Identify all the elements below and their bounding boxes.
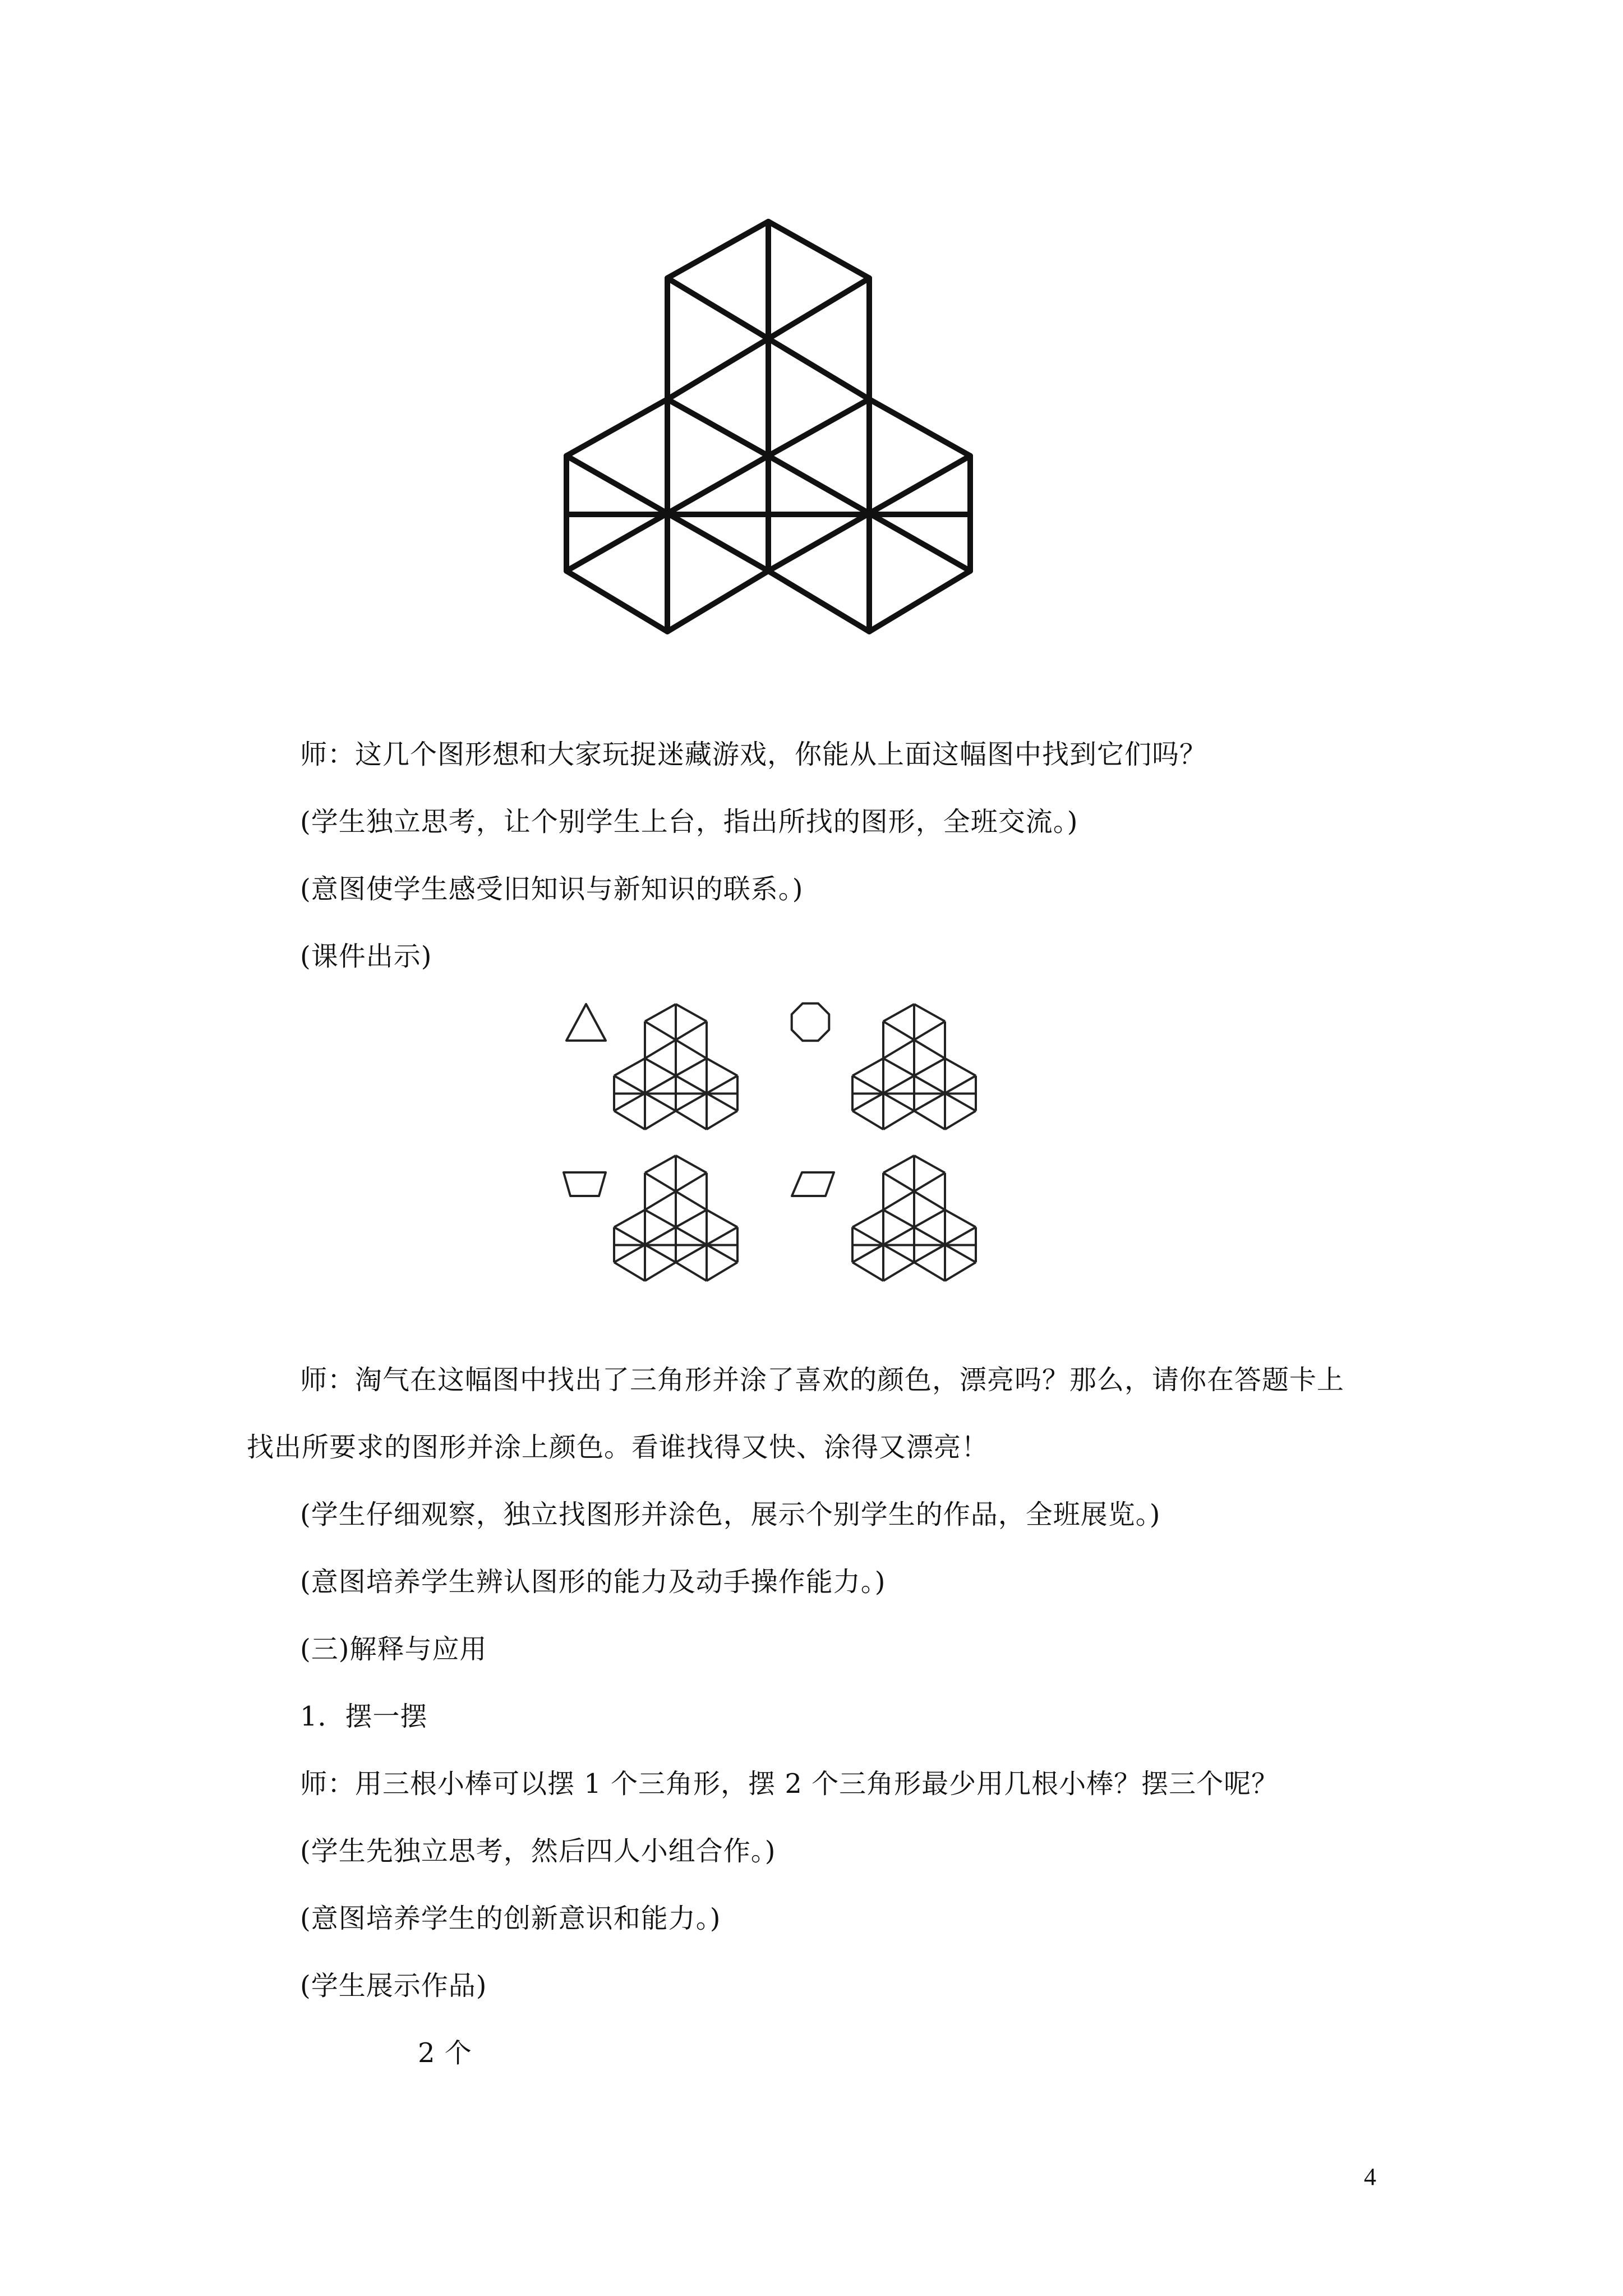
- panel-figure-2-edge: [914, 1111, 945, 1129]
- main-figure-edge: [768, 222, 869, 278]
- panel-figure-2-edge: [945, 1111, 976, 1129]
- section-heading-explain-apply: (三)解释与应用: [300, 1634, 487, 1665]
- panel-figure-1-edge: [676, 1059, 707, 1076]
- panel-figure-2-edge: [914, 1059, 945, 1076]
- label-two-triangles: 2 个: [418, 2037, 472, 2069]
- panel-figure-2-edge: [883, 1111, 914, 1129]
- main-figure-edge: [869, 571, 970, 632]
- panel-figure-4-edge: [914, 1156, 945, 1173]
- panel-figure-4-edge: [852, 1262, 883, 1281]
- panel-figure-2-edge: [883, 1004, 914, 1022]
- paragraph-intent-innovation: (意图培养学生的创新意识和能力。): [300, 1903, 721, 1934]
- main-figure-edge: [768, 399, 869, 456]
- panel-figure-3-edge: [614, 1262, 645, 1281]
- octagon-shape-icon: [792, 1004, 829, 1041]
- panel-figure-3-edge: [676, 1210, 707, 1227]
- panel-figure-4-edge: [914, 1262, 945, 1281]
- panel-figure-3-edge: [645, 1156, 676, 1173]
- paragraph-student-observe: (学生仔细观察，独立找图形并涂色，展示个别学生的作品，全班展览。): [300, 1499, 1161, 1530]
- paragraph-teacher-taoqi-2: 找出所要求的图形并涂上颜色。看谁找得又快、涂得又漂亮！: [247, 1432, 989, 1463]
- main-figure-edge: [566, 399, 667, 456]
- paragraph-courseware: (课件出示): [300, 941, 432, 972]
- panel-figure-1-edge: [614, 1111, 645, 1129]
- panel-figure-2-edge: [852, 1059, 883, 1076]
- paragraph-student-show: (学生展示作品): [300, 1970, 487, 2001]
- panel-figure-2-edge: [883, 1059, 914, 1076]
- main-figure-edge: [566, 571, 667, 632]
- paragraph-intent-recognize: (意图培养学生辨认图形的能力及动手操作能力。): [300, 1566, 886, 1598]
- panel-figure-3-edge: [707, 1210, 737, 1227]
- courseware-panel: [555, 993, 993, 1285]
- panel-figure-1-edge: [614, 1059, 645, 1076]
- main-figure-edge: [667, 571, 768, 632]
- panel-figure-4-edge: [914, 1210, 945, 1227]
- panel-figure-3-edge: [676, 1156, 707, 1173]
- main-figure-edge: [869, 399, 970, 456]
- panel-figure-1-edge: [707, 1059, 737, 1076]
- panel-figure-3-edge: [707, 1262, 737, 1281]
- panel-figure-4-edge: [883, 1262, 914, 1281]
- trapezoid-shape-icon: [564, 1172, 606, 1196]
- paragraph-teacher-hide-seek: 师：这几个图形想和大家玩捉迷藏游戏，你能从上面这幅图中找到它们吗？: [300, 739, 1207, 770]
- main-figure-edge: [667, 399, 768, 456]
- subheading-arrange: 1．摆一摆: [300, 1701, 428, 1732]
- main-figure-edge: [667, 222, 768, 278]
- panel-figure-3-edge: [645, 1210, 676, 1227]
- page-number: 4: [1364, 2163, 1376, 2191]
- main-figure-edge: [768, 571, 869, 632]
- panel-figure-4-edge: [852, 1210, 883, 1227]
- panel-figure-3-edge: [676, 1262, 707, 1281]
- paragraph-teacher-taoqi-1: 师：淘气在这幅图中找出了三角形并涂了喜欢的颜色，漂亮吗？那么，请你在答题卡上: [300, 1364, 1345, 1396]
- panel-figure-1-edge: [645, 1004, 676, 1022]
- panel-figure-2-edge: [945, 1059, 976, 1076]
- paragraph-student-group: (学生先独立思考，然后四人小组合作。): [300, 1835, 776, 1867]
- panel-figure-1-edge: [645, 1111, 676, 1129]
- panel-figure-1-edge: [676, 1004, 707, 1022]
- paragraph-teacher-sticks: 师：用三根小棒可以摆 1 个三角形，摆 2 个三角形最少用几根小棒？摆三个呢？: [300, 1768, 1279, 1800]
- triangle-shape-icon: [566, 1004, 606, 1041]
- panel-figure-1-edge: [707, 1111, 737, 1129]
- panel-figure-2-edge: [852, 1111, 883, 1129]
- panel-figure-2-edge: [914, 1004, 945, 1022]
- panel-figure-1-edge: [645, 1059, 676, 1076]
- triangle-grid-figure: [561, 219, 987, 662]
- paragraph-intent-connection: (意图使学生感受旧知识与新知识的联系。): [300, 873, 804, 905]
- panel-figure-4-edge: [945, 1210, 976, 1227]
- panel-figure-3-edge: [645, 1262, 676, 1281]
- panel-figure-1-edge: [676, 1111, 707, 1129]
- panel-figure-4-edge: [945, 1262, 976, 1281]
- panel-figure-4-edge: [883, 1210, 914, 1227]
- panel-figure-3-edge: [614, 1210, 645, 1227]
- paragraph-student-think: (学生独立思考，让个别学生上台，指出所找的图形，全班交流。): [300, 806, 1078, 838]
- panel-figure-4-edge: [883, 1156, 914, 1173]
- parallelogram-shape-icon: [792, 1172, 834, 1196]
